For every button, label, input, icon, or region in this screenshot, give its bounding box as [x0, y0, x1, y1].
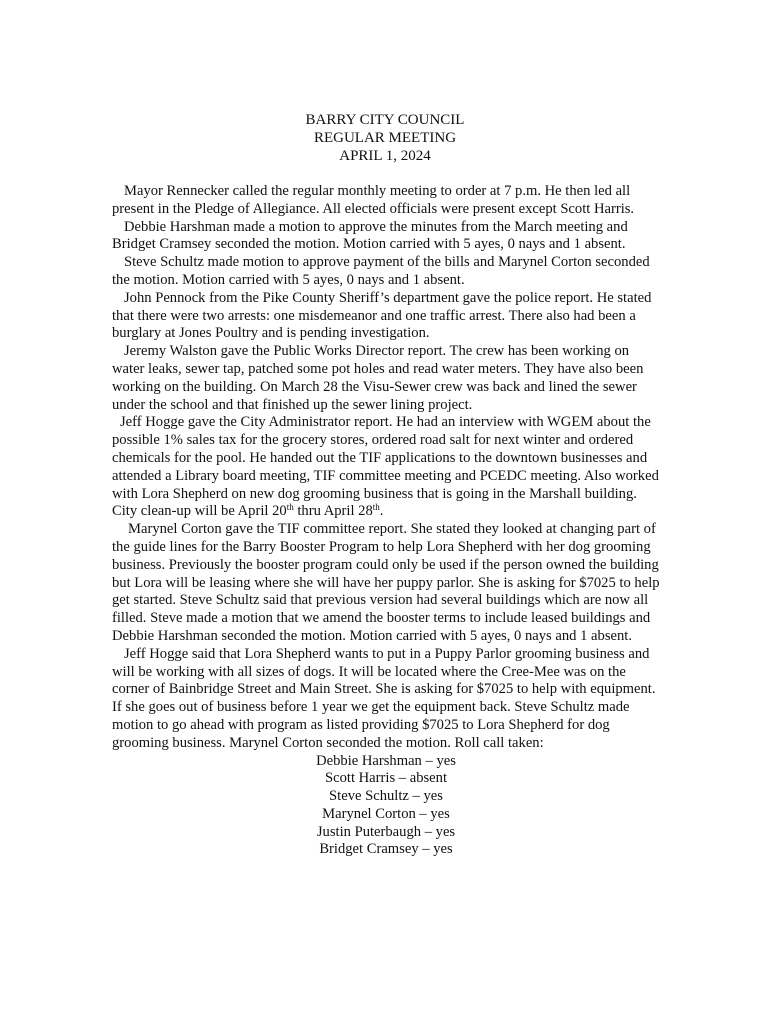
council-name: BARRY CITY COUNCIL — [305, 112, 465, 128]
admin-report-end: . — [379, 503, 384, 520]
roll-call-entry: Marynel Corton – yes — [322, 805, 450, 822]
paragraph-public-works-report: Jeremy Walston gave the Public Works Director report. The crew has been working on water leaks, sewer tap, patched some pot holes and read water meters. They have also been working on the building. On March 28 the Visu-Sewer crew was back and lined the sewer under the school and that finished up the sewer lining project. — [112, 343, 644, 413]
minutes-body — [112, 183, 660, 859]
ordinal-suffix: th — [286, 502, 294, 513]
paragraph-minutes-approval: Debbie Harshman made a motion to approve the minutes from the March meeting and Bridget Cramsey seconded the motion. Motion carried with 5 ayes, 0 nays and 1 absent. — [112, 218, 628, 253]
paragraph-bills-approval: Steve Schultz made motion to approve payment of the bills and Marynel Corton seconded the motion. Motion carried with 5 ayes, 0 nays and 1 absent. — [112, 254, 650, 288]
roll-call-entry: Debbie Harshman – yes — [316, 752, 456, 769]
roll-call-entry: Justin Puterbaugh – yes — [316, 823, 456, 840]
paragraph-tif-committee-report: Marynel Corton gave the TIF committee report. She stated they looked at changing part of the guide lines for the Barry Booster Program to help Lora Shepherd with her dog grooming business. Previously the booster program could only be used if the person owned the building but Lora will be leasing where she will have her puppy parlor. She is asking for $7025 to help get started. Steve Schultz said that previous version had several buildings which are now all filled. Steve made a motion that we amend the booster terms to include leased buildings and Debbie Harshman seconded the motion. Motion carried with 5 ayes, 0 nays and 1 absent. — [112, 521, 660, 644]
roll-call-entry: Scott Harris – absent — [325, 770, 447, 787]
roll-call-list — [112, 753, 660, 860]
admin-report-text: Jeff Hogge gave the City Administrator report. He had an interview with WGEM about the possible 1% sales tax for the grocery stores, ordered road salt for next winter and ordered chemicals for the pool. He handed out the TIF applications to the downtown businesses and attended a Library board meeting, TIF committee meeting and PCEDC meeting. Also worked with Lora Shepherd on new dog grooming business that is going in the Marshall building. City clean-up will be April 20 — [112, 414, 659, 520]
ordinal-suffix: th — [372, 502, 380, 513]
roll-call-entry: Bridget Cramsey – yes — [319, 841, 453, 858]
paragraph-puppy-parlor-motion: Jeff Hogge said that Lora Shepherd wants to put in a Puppy Parlor grooming business and will be working with all sizes of dogs. It will be located where the Cree-Mee was on the corner of Bainbridge Street and Main Street. She is asking for $7025 to help with equipment. If she goes out of business before 1 year we get the equipment back. Steve Schultz made motion to go ahead with program as listed providing $7025 to Lora Shepherd for dog grooming business. Marynel Corton seconded the motion. Roll call taken: — [112, 645, 656, 751]
paragraph-police-report: John Pennock from the Pike County Sheriff’s department gave the police report. He stated that there were two arrests: one misdemeanor and one traffic arrest. There also had been a burglary at Jones Poultry and is pending investigation. — [112, 289, 652, 342]
admin-report-mid: thru April 28 — [293, 503, 373, 520]
document-header — [0, 111, 770, 165]
paragraph-city-administrator-report — [112, 414, 660, 521]
meeting-type: REGULAR MEETING — [313, 130, 457, 146]
paragraph-call-to-order: Mayor Rennecker called the regular monthly meeting to order at 7 p.m. He then led all present in the Pledge of Allegiance. All elected officials were present except Scott Harris. — [112, 183, 635, 217]
meeting-date: APRIL 1, 2024 — [339, 148, 431, 164]
roll-call-entry: Steve Schultz – yes — [329, 788, 443, 805]
